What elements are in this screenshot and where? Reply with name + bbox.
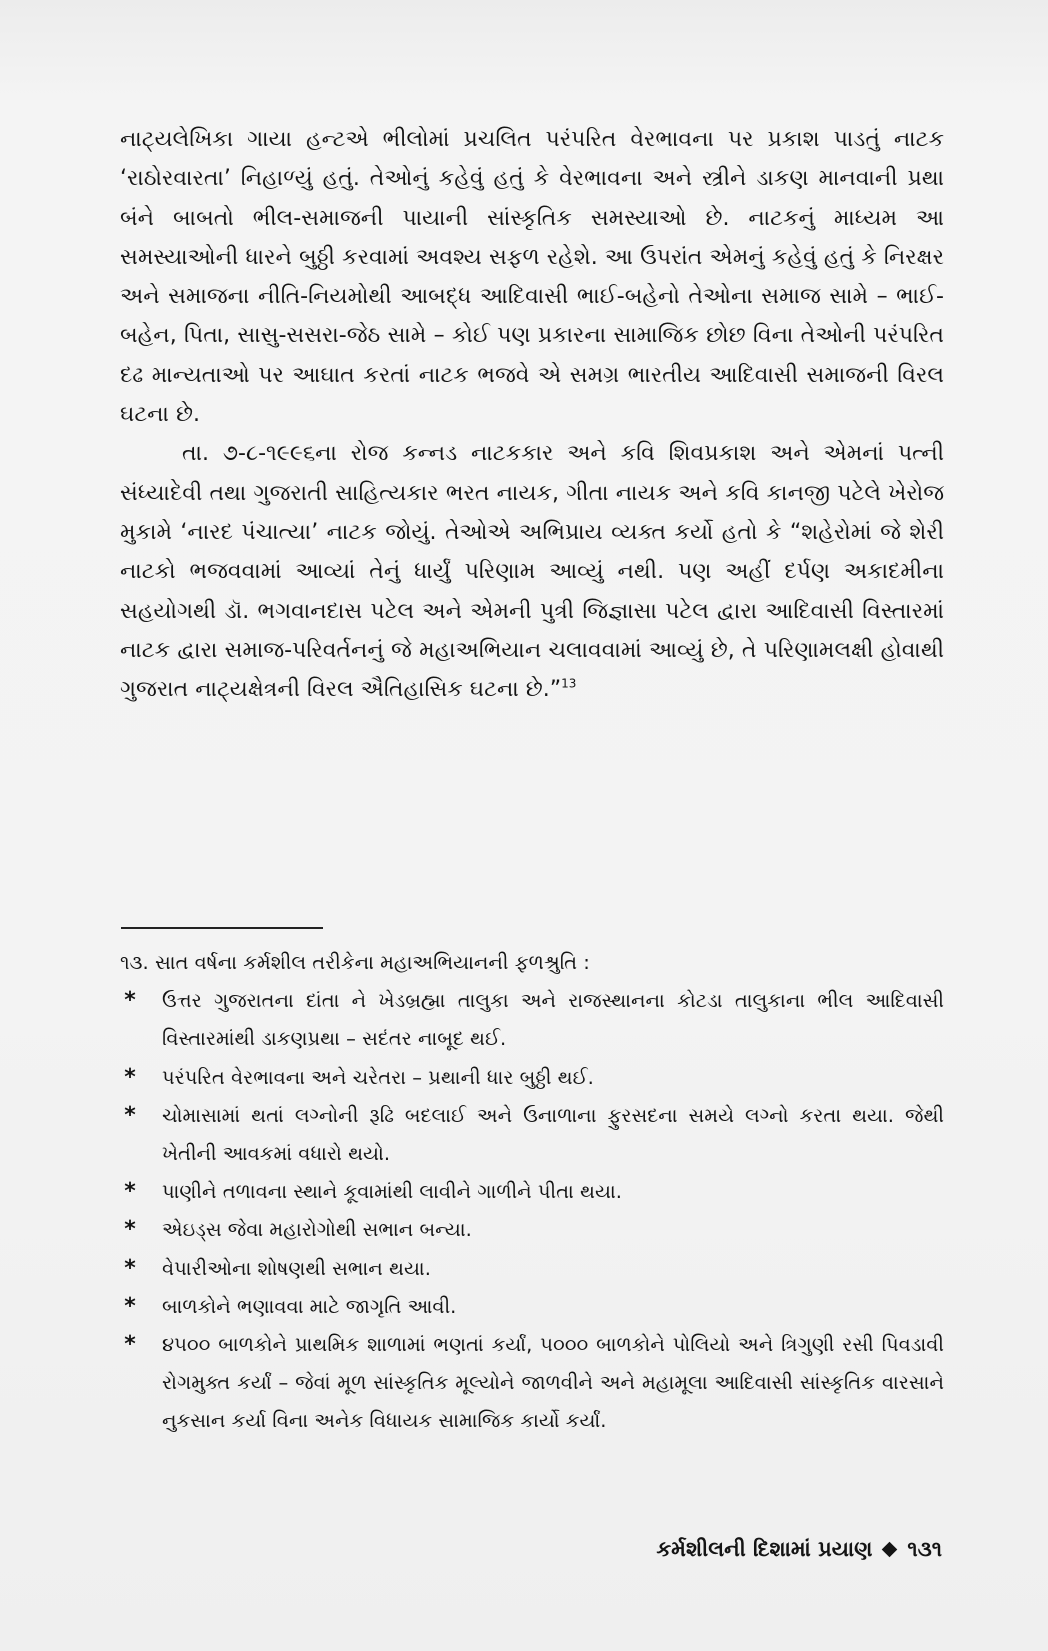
- footnote-heading: ૧૩. સાત વર્ષના કર્મશીલ તરીકેના મહાઅભિયાનની ફળશ્રુતિ :: [120, 951, 590, 974]
- running-title: કર્મશીલની દિશામાં પ્રયાણ: [656, 1537, 873, 1561]
- diamond-icon: [882, 1541, 898, 1557]
- footnote-item: [120, 1211, 944, 1249]
- page-number: ૧૩૧: [907, 1537, 942, 1561]
- running-footer: [530, 1531, 942, 1567]
- footnote-item: [120, 1250, 944, 1288]
- footnote-item-text: બાળકોને ભણાવવા માટે જાગૃતિ આવી.: [162, 1294, 457, 1318]
- footnote-divider: [121, 927, 323, 929]
- footnote-item-text: ચોમાસામાં થતાં લગ્નોની રૂઢિ બદલાઈ અને ઉનાળાના ફુરસદના સમયે લગ્નો કરતા થયા. જેથી ખેતીની આવકમાં વધારો થયો.: [162, 1103, 944, 1166]
- bullet-asterisk-icon: *: [124, 988, 136, 1014]
- footnote-item-text: ઉત્તર ગુજરાતના દાંતા ને ખેડબ્રહ્મા તાલુકા અને રાજસ્થાનના કોટડા તાલુકાના ભીલ આદિવાસી વિસ્તારમાંથી ડાકણપ્રથા – સદંતર નાબૂદ થઈ.: [162, 989, 944, 1051]
- bullet-asterisk-icon: *: [124, 1102, 136, 1128]
- footnote-item: [120, 1173, 944, 1211]
- bullet-asterisk-icon: *: [124, 1064, 136, 1090]
- footnote-reference: 13: [561, 676, 577, 691]
- paragraph-2-text: તા. ૭-૮-૧૯૯૬ના રોજ કન્નડ નાટકકાર અને કવિ શિવપ્રકાશ અને એમનાં પત્ની સંધ્યાદેવી તથા ગુજરાતી સાહિત્યકાર ભરત નાયક, ગીતા નાયક અને કવિ કાનજી પટેલે ખેરોજ મુકામે ‘નારદ પંચાત્યા’ નાટક જોયું. તેઓએ અભિપ્રાય વ્યક્ત કર્યો હતો કે “શહેરોમાં જે શેરી નાટકો ભજવવામાં આવ્યાં તેનું ધાર્યું પરિણામ આવ્યું નથી. પણ અહીં દર્પણ અકાદમીના સહયોગથી ડૉ. ભગવાનદાસ પટેલ અને એમની પુત્રી જિજ્ઞાસા પટેલ દ્વારા આદિવાસી વિસ્તારમાં નાટક દ્વારા સમાજ-પરિવર્તનનું જે મહાઅભિયાન ચલાવવામાં આવ્યું છે, તે પરિણામલક્ષી હોવાથી ગુજરાત નાટ્યક્ષેત્રની વિરલ ઐતિહાસિક ઘટના છે.”: [120, 441, 944, 703]
- bullet-asterisk-icon: *: [124, 1179, 136, 1205]
- paragraph-1-text: નાટ્યલેખિકા ગાયા હન્ટએ ભીલોમાં પ્રચલિત પરંપરિત વેરભાવના પર પ્રકાશ પાડતું નાટક ‘રાઠોરવારતા’ નિહાળ્યું હતું. તેઓનું કહેવું હતું કે વેરભાવના અને સ્ત્રીને ડાકણ માનવાની પ્રથા બંને બાબતો ભીલ-સમાજની પાયાની સાંસ્કૃતિક સમસ્યાઓ છે. નાટકનું માધ્યમ આ સમસ્યાઓની ધારને બુઠ્ઠી કરવામાં અવશ્ય સફળ રહેશે. આ ઉપરાંત એમનું કહેવું હતું કે નિરક્ષર અને સમાજના નીતિ-નિયમોથી આબદ્ધ આદિવાસી ભાઈ-બહેનો તેઓના સમાજ સામે – ભાઈ-બહેન, પિતા, સાસુ-સસરા-જેઠ સામે – કોઈ પણ પ્રકારના સામાજિક છોછ વિના તેઓની પરંપરિત દઢ માન્યતાઓ પર આઘાત કરતાં નાટક ભજવે એ સમગ્ર ભારતીય આદિવાસી સમાજની વિરલ ઘટના છે.: [120, 127, 944, 428]
- footnote-item-text: વેપારીઓના શોષણથી સભાન થયા.: [162, 1256, 431, 1280]
- paragraph-2: [120, 434, 944, 709]
- bullet-asterisk-icon: *: [124, 1217, 136, 1243]
- footnote-item-text: ૪૫૦૦ બાળકોને પ્રાથમિક શાળામાં ભણતાં કર્યાં, ૫૦૦૦ બાળકોને પોલિયો અને ત્રિગુણી રસી પિવડાવી રોગમુક્ત કર્યાં – જેવાં મૂળ સાંસ્કૃતિક મૂલ્યોને જાળવીને અને મહામૂલા આદિવાસી સાંસ્કૃતિક વારસાને નુકસાન કર્યા વિના અનેક વિધાયક સામાજિક કાર્યો કર્યાં.: [162, 1333, 944, 1433]
- footnote-item-text: એઇડ્સ જેવા મહારોગોથી સભાન બન્યા.: [162, 1218, 472, 1242]
- footnote-item-text: પાણીને તળાવના સ્થાને કૂવામાંથી લાવીને ગાળીને પીતા થયા.: [162, 1180, 622, 1204]
- footnote-item: [120, 1288, 944, 1326]
- footnote-item: [120, 1059, 944, 1097]
- footnote-item: [120, 1097, 944, 1173]
- footnotes: [120, 944, 944, 1441]
- footnote-list: [120, 982, 944, 1440]
- body-text: [120, 120, 944, 709]
- footnote-item: [120, 1326, 944, 1441]
- bullet-asterisk-icon: *: [124, 1293, 136, 1319]
- paragraph-1: [120, 120, 944, 434]
- footnote-item-text: પરંપરિત વેરભાવના અને ચરેતરા – પ્રથાની ધાર બુઠ્ઠી થઈ.: [162, 1065, 594, 1089]
- bullet-asterisk-icon: *: [124, 1332, 136, 1358]
- footnote-item: [120, 982, 944, 1058]
- bullet-asterisk-icon: *: [124, 1255, 136, 1281]
